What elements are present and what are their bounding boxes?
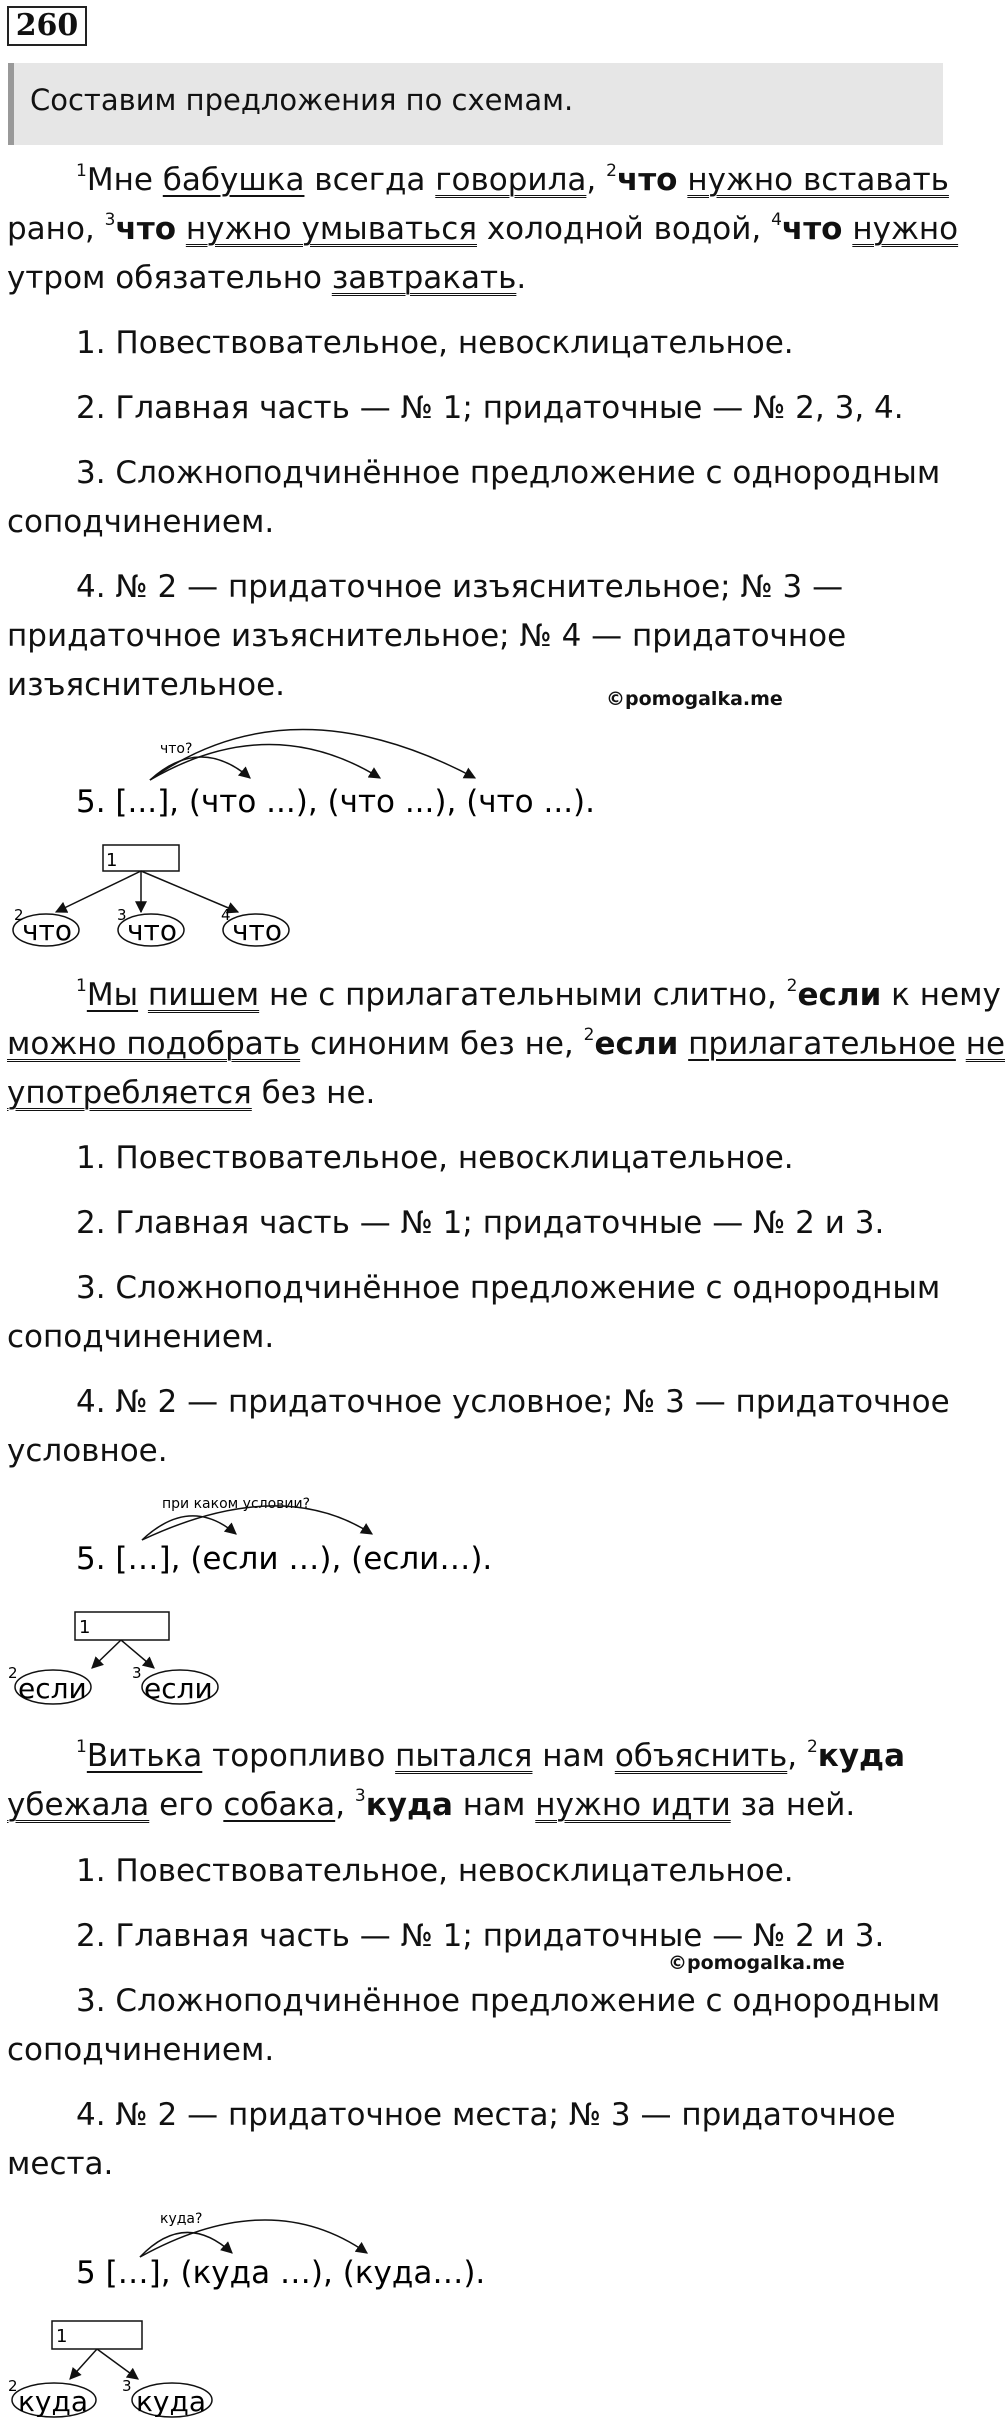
node-number: 2	[8, 1664, 18, 1682]
conjunction: куда	[817, 1738, 905, 1774]
clause-number: 2	[806, 1737, 818, 1757]
clause-number: 2	[786, 976, 798, 996]
s2-answer-1: 1. Повествовательное, невосклицательное.	[76, 1140, 794, 1176]
node-number: 2	[8, 2377, 18, 2395]
question-label: при каком условии?	[162, 1496, 311, 1512]
s2-answer-4a: 4. № 2 — придаточное условное; № 3 — придаточное	[76, 1384, 950, 1420]
subject: Витька	[86, 1738, 203, 1774]
box-number: 1	[56, 2326, 68, 2347]
s2-answer-4b: условное.	[7, 1433, 168, 1469]
s3-answer-2: 2. Главная часть — № 1; придаточные — № 2 и 3.	[76, 1918, 885, 1954]
task-banner	[8, 63, 943, 145]
predicate: пытался	[395, 1738, 533, 1774]
clause-number: 4	[771, 210, 782, 230]
s2-line-1: $^1$Мы пишем не с прилагательными слитно, $^2$если к нему	[76, 976, 1001, 1013]
s3-answer-4b: места.	[7, 2146, 114, 2182]
s2-line-3: употребляется без не.	[7, 1075, 376, 1111]
s1-answer-3a: 3. Сложноподчинённое предложение с однородным	[76, 455, 941, 491]
s1-line-1: $^1$Мне бабушка всегда говорила, $^2$что нужно вставать	[76, 161, 949, 198]
predicate: употребляется	[7, 1075, 252, 1111]
task-title: Составим предложения по схемам.	[30, 83, 574, 117]
clause-number: 1	[76, 1737, 87, 1757]
question-label: куда?	[160, 2211, 203, 2227]
conjunction: что	[616, 162, 678, 198]
s2-answer-3a: 3. Сложноподчинённое предложение с однородным	[76, 1270, 941, 1306]
s1-line-2: рано, $^3$что нужно умываться холодной водой, $^4$что нужно	[7, 210, 959, 247]
scheme-formula: 5. [...], (что ...), (что ...), (что ...).	[76, 784, 595, 820]
question-arrow	[142, 1516, 236, 1540]
box-number: 1	[106, 850, 118, 871]
clause-number: 3	[354, 1786, 366, 1806]
s2-scheme-diagram	[0, 1490, 960, 1720]
s3-answer-3a: 3. Сложноподчинённое предложение с однородным	[76, 1983, 941, 2019]
node-number: 3	[117, 906, 127, 924]
watermark: ©pomogalka.me	[606, 688, 783, 710]
subject: прилагательное	[688, 1026, 956, 1062]
node-word: что	[127, 914, 177, 947]
s1-answer-4a: 4. № 2 — придаточное изъяснительное; № 3 —	[76, 569, 844, 605]
scheme-formula: 5. […], (если …), (если…).	[76, 1541, 493, 1577]
s3-answer-1: 1. Повествовательное, невосклицательное.	[76, 1853, 794, 1889]
question-label: что?	[160, 741, 193, 757]
predicate: убежала	[7, 1787, 150, 1823]
predicate: пишем	[147, 977, 260, 1013]
s1-answer-4c: изъяснительное.	[7, 667, 286, 703]
conjunction: что	[781, 211, 843, 247]
node-word: что	[22, 914, 72, 947]
predicate: нужно умываться	[185, 211, 477, 247]
predicate: нужно вставать	[687, 162, 949, 198]
s3-line-2: убежала его собака, $^3$куда нам нужно идти за ней.	[7, 1786, 856, 1823]
subject: Мы	[86, 977, 139, 1013]
clause-number: 1	[76, 161, 87, 181]
conjunction: куда	[365, 1787, 453, 1823]
s2-answer-2: 2. Главная часть — № 1; придаточные — № 2 и 3.	[76, 1205, 885, 1241]
clause-number: 3	[104, 210, 116, 230]
node-number: 2	[14, 906, 24, 924]
s2-line-2: можно подобрать синоним без не, $^2$если прилагательное не	[7, 1025, 1005, 1062]
clause-number: 2	[606, 161, 617, 181]
predicate: завтракать	[331, 260, 517, 296]
predicate: говорила	[435, 162, 587, 198]
node-word: что	[232, 914, 282, 947]
node-word: куда	[136, 2385, 206, 2418]
predicate: можно подобрать	[7, 1026, 301, 1062]
clause-number: 2	[583, 1025, 595, 1045]
conjunction: если	[594, 1026, 679, 1062]
s1-answer-1: 1. Повествовательное, невосклицательное.	[76, 325, 794, 361]
s1-scheme-diagram	[0, 700, 960, 960]
exercise-number: 260	[7, 6, 87, 46]
node-word: если	[18, 1672, 87, 1705]
s3-line-1: $^1$Витька торопливо пытался нам объяснить, $^2$куда	[76, 1737, 905, 1774]
s1-answer-4b: придаточное изъяснительное; № 4 — придаточное	[7, 618, 847, 654]
s1-answer-3b: соподчинением.	[7, 504, 275, 540]
conjunction: что	[115, 211, 176, 247]
conjunction: если	[797, 977, 882, 1013]
node-number: 3	[122, 2377, 132, 2395]
question-arrow	[150, 757, 250, 780]
s2-answer-3b: соподчинением.	[7, 1319, 275, 1355]
s1-line-3: утром обязательно завтракать.	[7, 260, 527, 296]
predicate: нужно идти	[535, 1787, 731, 1823]
predicate: нужно	[852, 211, 959, 247]
node-number: 3	[132, 1664, 142, 1682]
clause-number: 1	[76, 976, 87, 996]
s3-answer-4a: 4. № 2 — придаточное места; № 3 — придаточное	[76, 2097, 896, 2133]
question-arrow	[150, 729, 475, 780]
s3-answer-3b: соподчинением.	[7, 2032, 275, 2068]
subject: бабушка	[162, 162, 305, 198]
node-number: 4	[221, 906, 231, 924]
subject: собака	[223, 1787, 336, 1823]
box-number: 1	[79, 1617, 91, 1638]
watermark: ©pomogalka.me	[668, 1952, 845, 1974]
node-word: куда	[18, 2385, 88, 2418]
node-word: если	[144, 1672, 213, 1705]
s3-scheme-diagram	[0, 2195, 960, 2434]
scheme-formula: 5 […], (куда …), (куда…).	[76, 2255, 486, 2291]
s1-answer-2: 2. Главная часть — № 1; придаточные — № 2, 3, 4.	[76, 390, 904, 426]
predicate: объяснить	[614, 1738, 788, 1774]
predicate: не	[965, 1026, 1005, 1062]
